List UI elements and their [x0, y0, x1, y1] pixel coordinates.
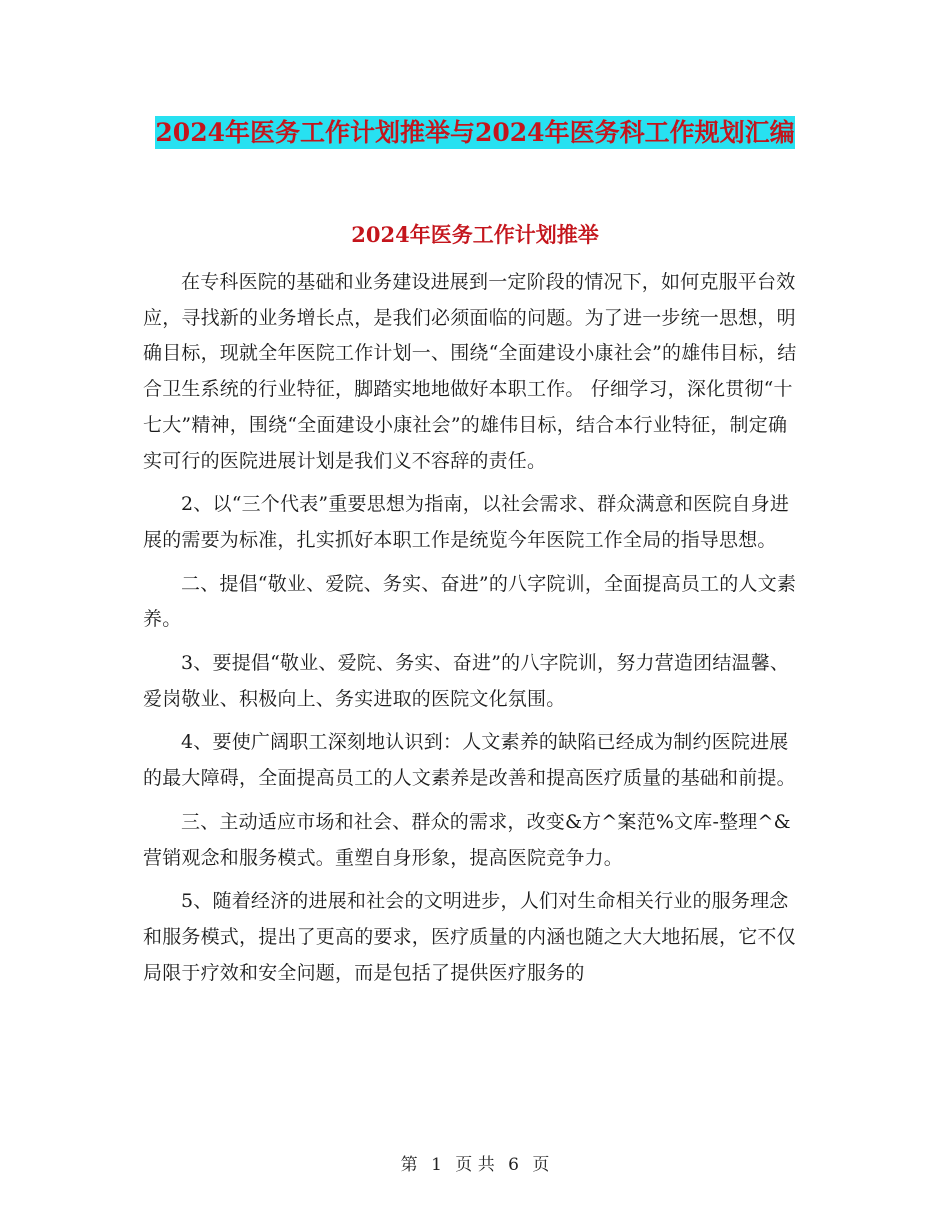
paragraph: 2、以“三个代表”重要思想为指南，以社会需求、群众满意和医院自身进展的需要为标准，扎实抓好本职工作是统览今年医院工作全局的指导思想。	[143, 493, 790, 551]
paragraph: 5、随着经济的进展和社会的文明进步，人们对生命相关行业的服务理念和服务模式，提出了更高的要求，医疗质量的内涵也随之大大地拓展，它不仅局限于疗效和安全问题，而是包括了提供医疗服务的	[143, 890, 796, 984]
footer-prefix: 第	[400, 1155, 418, 1175]
paragraph: 三、主动适应市场和社会、群众的需求，改变&方^案范%文库-整理^&营销观念和服务模式。重塑自身形象，提高医院竞争力。	[143, 810, 791, 869]
paragraph: 二、提倡“敬业、爱院、务实、奋进”的八字院训，全面提高员工的人文素养。	[143, 572, 797, 631]
document-body	[143, 265, 798, 999]
paragraph: 3、要提倡“敬业、爱院、务实、奋进”的八字院训，努力营造团结温馨、爱岗敬业、积极向上、务实进取的医院文化氛围。	[143, 652, 790, 710]
paragraph: 4、要使广阔职工深刻地认识到：人文素养的缺陷已经成为制约医院进展的最大障碍，全面提高员工的人文素养是改善和提高医疗质量的基础和前提。	[143, 731, 796, 790]
document-title-text: 2024年医务工作计划推举与2024年医务科工作规划汇编	[155, 118, 795, 147]
paragraph: 在专科医院的基础和业务建设进展到一定阶段的情况下，如何克服平台效应，寻找新的业务增长点，是我们必须面临的问题。为了进一步统一思想，明确目标，现就全年医院工作计划一、围绕“全面建设小康社会”的雄伟目标，结合卫生系统的行业特征，脚踏实地地做好本职工作。 仔细学习，深化贯彻“十七大”精神，围绕“全面建设小康社会”的雄伟目标，结合本行业特征，制定确实可行的医院进展计划是我们义不容辞的责任。	[143, 271, 797, 472]
footer-page-number: 1	[431, 1155, 442, 1175]
footer-total-pages: 6	[508, 1155, 519, 1175]
footer-suffix: 页	[532, 1155, 550, 1175]
document-title	[140, 110, 810, 156]
page-footer	[0, 1150, 950, 1175]
section-heading: 2024年医务工作计划推举	[351, 222, 599, 247]
footer-middle: 页 共	[455, 1155, 495, 1175]
